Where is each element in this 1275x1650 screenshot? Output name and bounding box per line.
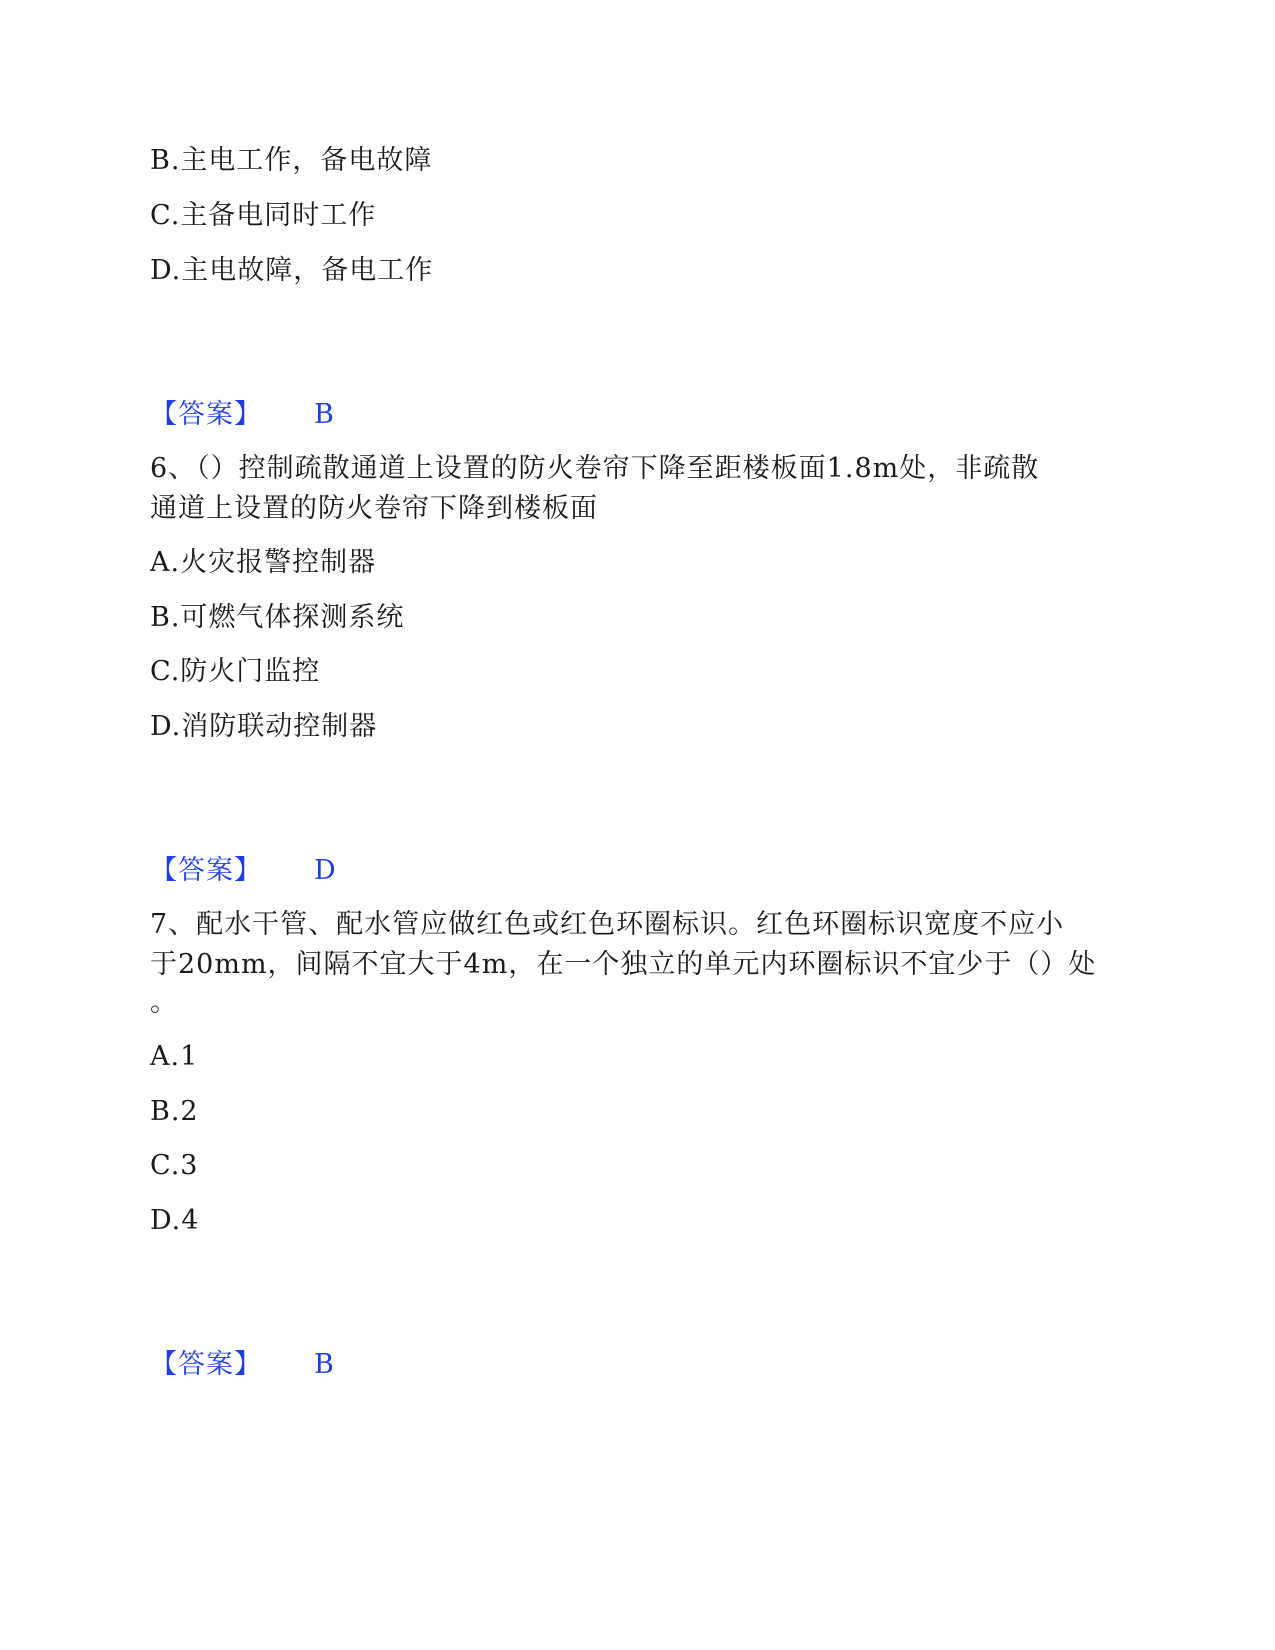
q6-option-d: D.消防联动控制器 [150, 711, 378, 742]
q5-option-d: D.主电故障，备电工作 [150, 255, 434, 286]
q7-answer-value: B [314, 1349, 335, 1380]
q7-question-line1: 7、配水干管、配水管应做红色或红色环圈标识。红色环圈标识宽度不应小 [150, 909, 1065, 940]
q7-option-c: C.3 [150, 1150, 199, 1181]
q5-answer-value: B [314, 399, 335, 430]
q6-question-line1: 6、（）控制疏散通道上设置的防火卷帘下降至距楼板面1.8m处，非疏散 [150, 453, 1040, 484]
q5-option-b: B.主电工作，备电故障 [150, 145, 433, 176]
q6-question-line2: 通道上设置的防火卷帘下降到楼板面 [150, 493, 598, 524]
q7-answer-label: 【答案】 [150, 1349, 262, 1380]
q5-answer-label: 【答案】 [150, 399, 262, 430]
q6-option-c: C.防火门监控 [150, 656, 321, 687]
q6-option-a: A.火灾报警控制器 [150, 547, 377, 578]
q6-answer-value: D [314, 855, 337, 886]
q7-answer [150, 1345, 335, 1385]
q6-answer-label: 【答案】 [150, 855, 262, 886]
q7-option-a: A.1 [150, 1041, 199, 1072]
q7-question-line3: 。 [150, 987, 178, 1018]
q5-option-c: C.主备电同时工作 [150, 200, 377, 231]
q7-question-line2: 于20mm，间隔不宜大于4m，在一个独立的单元内环圈标识不宜少于（）处 [150, 949, 1097, 980]
q5-answer [150, 395, 335, 435]
q6-answer [150, 851, 337, 891]
q7-option-d: D.4 [150, 1205, 200, 1236]
q7-option-b: B.2 [150, 1096, 199, 1127]
q6-option-b: B.可燃气体探测系统 [150, 602, 405, 633]
